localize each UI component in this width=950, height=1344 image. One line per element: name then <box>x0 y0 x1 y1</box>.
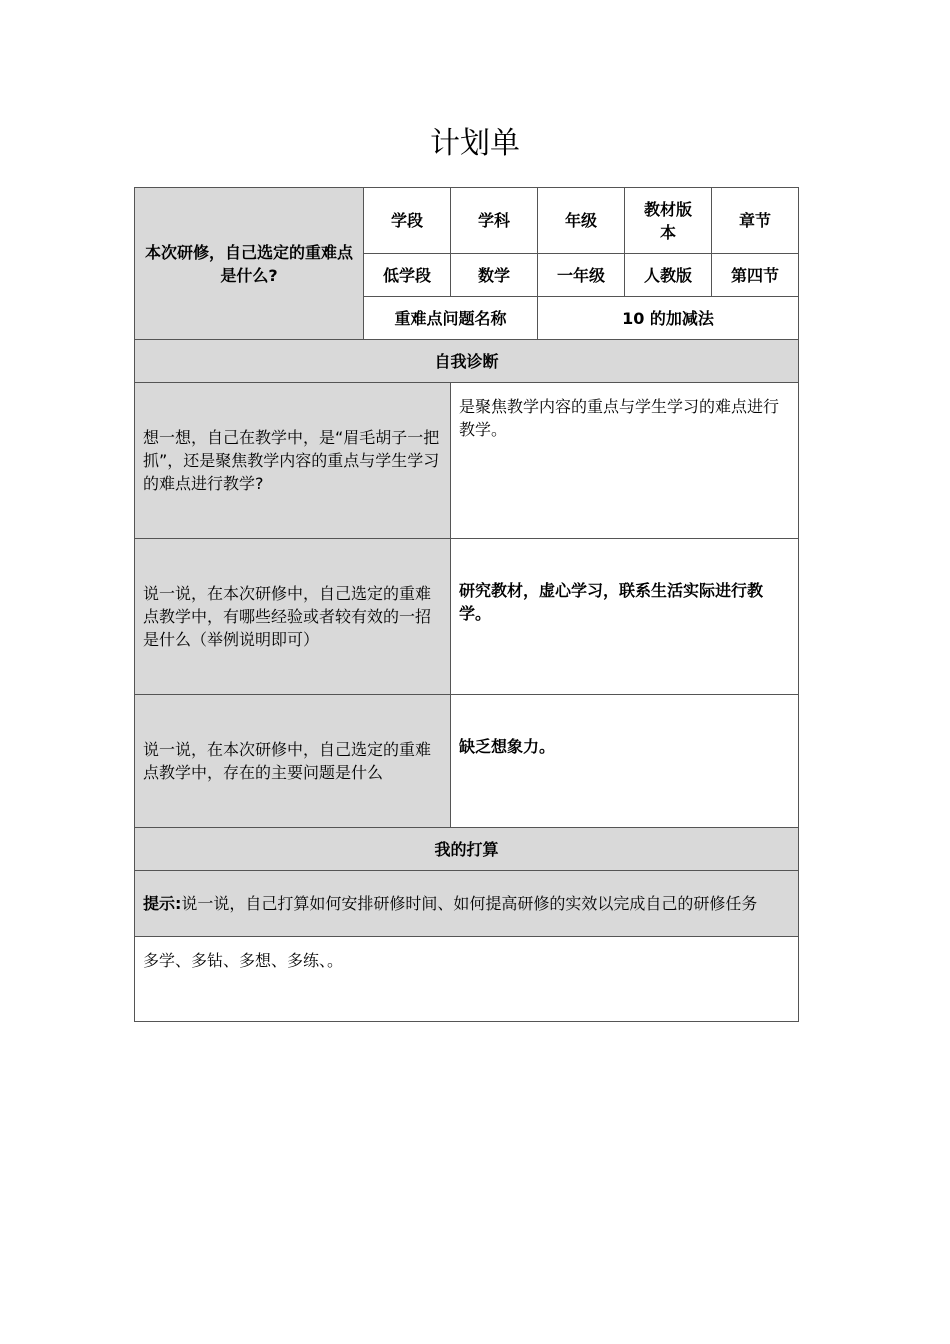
my-plan-answer: 多学、多钻、多想、多练、。 <box>135 937 799 1022</box>
page-title: 计划单 <box>430 126 520 161</box>
col-value-subject: 数学 <box>451 254 538 297</box>
self-diagnosis-heading: 自我诊断 <box>135 340 799 383</box>
diagnosis-question-3: 说一说，在本次研修中，自己选定的重难点教学中，存在的主要问题是什么 <box>135 695 451 828</box>
diagnosis-answer-2: 研究教材，虚心学习，联系生活实际进行教学。 <box>451 539 799 695</box>
col-label-chapter: 章节 <box>712 188 799 254</box>
plan-table <box>134 187 799 1022</box>
col-label-subject: 学科 <box>451 188 538 254</box>
diagnosis-answer-1: 是聚焦教学内容的重点与学生学习的难点进行教学。 <box>451 383 799 539</box>
my-plan-heading: 我的打算 <box>135 828 799 871</box>
hint-label: 提示: <box>143 894 182 913</box>
header-question: 本次研修，自己选定的重难点是什么? <box>145 242 354 285</box>
topic-value: 10 的加减法 <box>538 297 799 340</box>
col-value-chapter: 第四节 <box>712 254 799 297</box>
col-label-grade: 年级 <box>538 188 625 254</box>
hint-text: 说一说，自己打算如何安排研修时间、如何提高研修的实效以完成自己的研修任务 <box>181 894 758 913</box>
diagnosis-question-2: 说一说，在本次研修中，自己选定的重难点教学中，有哪些经验或者较有效的一招是什么（举例说明即可） <box>135 539 451 695</box>
col-label-textbook: 教材版本 <box>625 188 712 254</box>
col-value-grade: 一年级 <box>538 254 625 297</box>
col-value-stage: 低学段 <box>364 254 451 297</box>
header-question-cell <box>135 188 364 340</box>
col-label-stage: 学段 <box>364 188 451 254</box>
col-value-textbook: 人教版 <box>625 254 712 297</box>
topic-label: 重难点问题名称 <box>364 297 538 340</box>
my-plan-hint <box>135 871 799 937</box>
diagnosis-answer-3: 缺乏想象力。 <box>451 695 799 828</box>
diagnosis-question-1: 想一想，自己在教学中，是“眉毛胡子一把抓”，还是聚焦教学内容的重点与学生学习的难点进行教学? <box>135 383 451 539</box>
